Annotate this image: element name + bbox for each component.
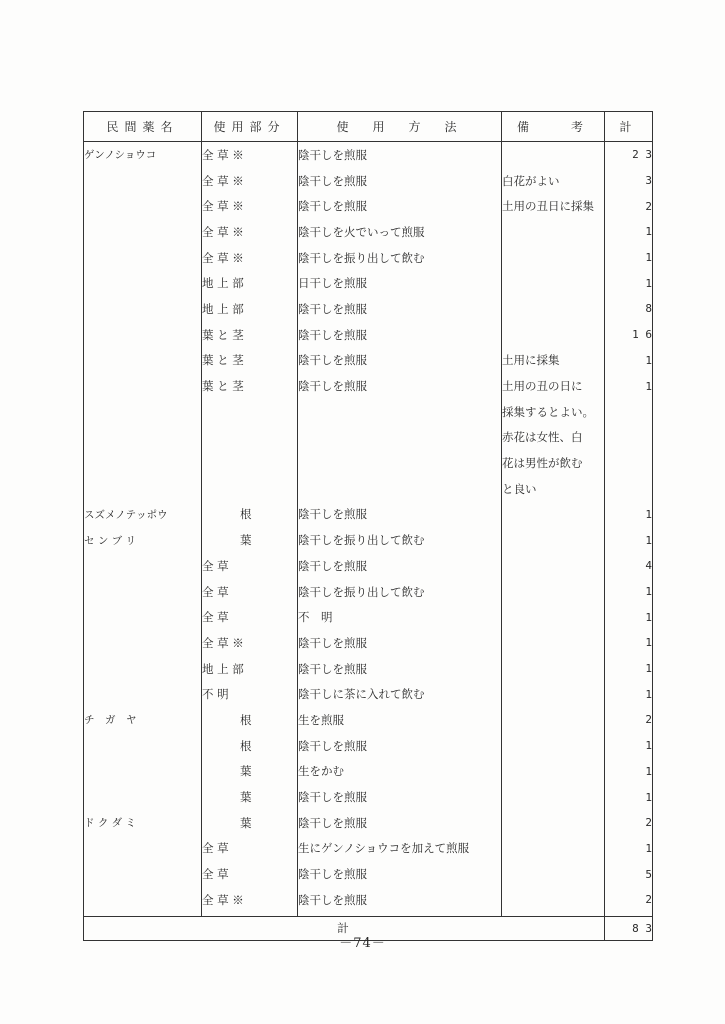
note-cell bbox=[502, 142, 605, 168]
header-note: 備 考 bbox=[502, 112, 605, 142]
part-cell bbox=[202, 399, 298, 425]
total-label: 計 bbox=[84, 916, 605, 940]
total-count: 8 3 bbox=[605, 916, 653, 940]
count-cell: 1 bbox=[605, 681, 653, 707]
count-cell: 4 bbox=[605, 553, 653, 579]
table-row bbox=[84, 887, 653, 913]
method-cell: 陰干しを煎服 bbox=[298, 861, 502, 887]
method-cell: 陰干しを煎服 bbox=[298, 733, 502, 759]
part-cell: 全 草 bbox=[202, 836, 298, 862]
medicine-cell bbox=[84, 861, 202, 887]
method-cell: 陰干しを煎服 bbox=[298, 322, 502, 348]
part-cell: 葉 bbox=[202, 810, 298, 836]
medicine-cell: ゲンノショウコ bbox=[84, 142, 202, 168]
note-cell bbox=[502, 527, 605, 553]
medicine-cell bbox=[84, 553, 202, 579]
table-row bbox=[84, 759, 653, 785]
medicine-cell bbox=[84, 168, 202, 194]
table-row bbox=[84, 861, 653, 887]
table-row bbox=[84, 810, 653, 836]
count-cell bbox=[605, 425, 653, 451]
note-cell bbox=[502, 245, 605, 271]
method-cell: 陰干しを煎服 bbox=[298, 373, 502, 399]
medicine-cell bbox=[84, 656, 202, 682]
note-cell: 赤花は女性、白 bbox=[502, 425, 605, 451]
part-cell: 根 bbox=[202, 502, 298, 528]
table-row bbox=[84, 142, 653, 168]
note-cell bbox=[502, 322, 605, 348]
medicine-cell bbox=[84, 681, 202, 707]
header-method: 使 用 方 法 bbox=[298, 112, 502, 142]
part-cell: 根 bbox=[202, 733, 298, 759]
method-cell: 陰干しを火でいって煎服 bbox=[298, 219, 502, 245]
count-cell: 2 3 bbox=[605, 142, 653, 168]
medicine-cell bbox=[84, 604, 202, 630]
method-cell: 陰干しを煎服 bbox=[298, 142, 502, 168]
part-cell bbox=[202, 425, 298, 451]
note-cell bbox=[502, 219, 605, 245]
part-cell: 葉 と 茎 bbox=[202, 322, 298, 348]
count-cell: 1 bbox=[605, 502, 653, 528]
table-header-row bbox=[84, 112, 653, 142]
table-row bbox=[84, 630, 653, 656]
medicine-cell bbox=[84, 630, 202, 656]
table-row bbox=[84, 348, 653, 374]
medicine-cell: ド ク ダ ミ bbox=[84, 810, 202, 836]
method-cell: 日干しを煎服 bbox=[298, 270, 502, 296]
table-row bbox=[84, 681, 653, 707]
part-cell bbox=[202, 450, 298, 476]
method-cell: 陰干しに茶に入れて飲む bbox=[298, 681, 502, 707]
part-cell: 全 草 ※ bbox=[202, 168, 298, 194]
medicine-cell bbox=[84, 296, 202, 322]
count-cell bbox=[605, 450, 653, 476]
note-cell bbox=[502, 270, 605, 296]
count-cell: 8 bbox=[605, 296, 653, 322]
method-cell: 陰干しを煎服 bbox=[298, 348, 502, 374]
count-cell: 1 bbox=[605, 219, 653, 245]
table-row bbox=[84, 784, 653, 810]
medicine-cell bbox=[84, 193, 202, 219]
medicine-cell bbox=[84, 219, 202, 245]
note-cell bbox=[502, 733, 605, 759]
medicine-cell bbox=[84, 836, 202, 862]
note-cell bbox=[502, 784, 605, 810]
note-cell bbox=[502, 604, 605, 630]
part-cell: 全 草 ※ bbox=[202, 630, 298, 656]
table-row bbox=[84, 579, 653, 605]
table-row bbox=[84, 836, 653, 862]
part-cell: 全 草 bbox=[202, 579, 298, 605]
part-cell: 全 草 ※ bbox=[202, 219, 298, 245]
medicine-cell bbox=[84, 476, 202, 502]
medicine-cell bbox=[84, 887, 202, 913]
method-cell: 生を煎服 bbox=[298, 707, 502, 733]
table-row bbox=[84, 322, 653, 348]
medicine-cell bbox=[84, 373, 202, 399]
method-cell: 陰干しを煎服 bbox=[298, 784, 502, 810]
note-cell bbox=[502, 887, 605, 913]
note-cell bbox=[502, 759, 605, 785]
count-cell: 1 bbox=[605, 836, 653, 862]
note-cell bbox=[502, 553, 605, 579]
method-cell: 陰干しを振り出して飲む bbox=[298, 579, 502, 605]
method-cell: 生にゲンノショウコを加えて煎服 bbox=[298, 836, 502, 862]
part-cell: 全 草 bbox=[202, 861, 298, 887]
page-number: －74－ bbox=[339, 936, 386, 951]
note-cell bbox=[502, 656, 605, 682]
note-cell: 土用の丑の日に bbox=[502, 373, 605, 399]
count-cell: 1 bbox=[605, 348, 653, 374]
method-cell bbox=[298, 450, 502, 476]
table-row bbox=[84, 476, 653, 502]
note-cell: 採集するとよい。 bbox=[502, 399, 605, 425]
count-cell: 1 bbox=[605, 245, 653, 271]
medicine-cell bbox=[84, 399, 202, 425]
note-cell bbox=[502, 861, 605, 887]
note-cell bbox=[502, 296, 605, 322]
part-cell: 地 上 部 bbox=[202, 270, 298, 296]
count-cell bbox=[605, 399, 653, 425]
table-row bbox=[84, 656, 653, 682]
count-cell: 2 bbox=[605, 887, 653, 913]
medicine-cell bbox=[84, 322, 202, 348]
part-cell: 葉 bbox=[202, 527, 298, 553]
medicine-cell bbox=[84, 245, 202, 271]
note-cell: 白花がよい bbox=[502, 168, 605, 194]
count-cell: 1 bbox=[605, 656, 653, 682]
count-cell: 1 bbox=[605, 604, 653, 630]
table-row bbox=[84, 425, 653, 451]
table-row bbox=[84, 502, 653, 528]
note-cell bbox=[502, 810, 605, 836]
method-cell: 陰干しを煎服 bbox=[298, 630, 502, 656]
table-body bbox=[84, 142, 653, 941]
count-cell: 1 bbox=[605, 579, 653, 605]
note-cell: 花は男性が飲む bbox=[502, 450, 605, 476]
method-cell: 陰干しを煎服 bbox=[298, 553, 502, 579]
note-cell: 土用の丑日に採集 bbox=[502, 193, 605, 219]
count-cell: 3 bbox=[605, 168, 653, 194]
part-cell: 地 上 部 bbox=[202, 296, 298, 322]
count-cell: 2 bbox=[605, 707, 653, 733]
table-row bbox=[84, 450, 653, 476]
part-cell: 根 bbox=[202, 707, 298, 733]
part-cell: 全 草 ※ bbox=[202, 887, 298, 913]
table-row bbox=[84, 707, 653, 733]
medicine-cell: スズメノテッポウ bbox=[84, 502, 202, 528]
method-cell: 陰干しを煎服 bbox=[298, 502, 502, 528]
folk-medicine-table bbox=[83, 111, 653, 941]
method-cell bbox=[298, 476, 502, 502]
table-row bbox=[84, 296, 653, 322]
method-cell bbox=[298, 425, 502, 451]
medicine-cell: セ ン ブ リ bbox=[84, 527, 202, 553]
medicine-cell bbox=[84, 733, 202, 759]
count-cell: 1 bbox=[605, 630, 653, 656]
part-cell: 葉 と 茎 bbox=[202, 348, 298, 374]
method-cell: 陰干しを煎服 bbox=[298, 168, 502, 194]
count-cell: 1 bbox=[605, 270, 653, 296]
table-row bbox=[84, 193, 653, 219]
method-cell: 陰干しを煎服 bbox=[298, 193, 502, 219]
note-cell bbox=[502, 707, 605, 733]
count-cell: 1 bbox=[605, 373, 653, 399]
note-cell bbox=[502, 579, 605, 605]
medicine-cell bbox=[84, 425, 202, 451]
table-row bbox=[84, 168, 653, 194]
note-cell bbox=[502, 502, 605, 528]
count-cell: 2 bbox=[605, 810, 653, 836]
part-cell: 全 草 ※ bbox=[202, 193, 298, 219]
note-cell bbox=[502, 681, 605, 707]
medicine-cell bbox=[84, 270, 202, 296]
table-row bbox=[84, 219, 653, 245]
table-row bbox=[84, 604, 653, 630]
part-cell bbox=[202, 476, 298, 502]
note-cell bbox=[502, 836, 605, 862]
medicine-cell bbox=[84, 759, 202, 785]
count-cell: 1 bbox=[605, 733, 653, 759]
count-cell: 1 bbox=[605, 759, 653, 785]
method-cell: 陰干しを振り出して飲む bbox=[298, 245, 502, 271]
count-cell bbox=[605, 476, 653, 502]
method-cell: 陰干しを煎服 bbox=[298, 810, 502, 836]
part-cell: 全 草 ※ bbox=[202, 142, 298, 168]
part-cell: 全 草 bbox=[202, 604, 298, 630]
count-cell: 1 bbox=[605, 527, 653, 553]
part-cell: 不 明 bbox=[202, 681, 298, 707]
part-cell: 葉 と 茎 bbox=[202, 373, 298, 399]
method-cell: 陰干しを煎服 bbox=[298, 656, 502, 682]
method-cell: 陰干しを煎服 bbox=[298, 296, 502, 322]
part-cell: 全 草 bbox=[202, 553, 298, 579]
header-medicine: 民間薬名 bbox=[84, 112, 202, 142]
count-cell: 1 6 bbox=[605, 322, 653, 348]
header-part: 使用部分 bbox=[202, 112, 298, 142]
table-row bbox=[84, 373, 653, 399]
part-cell: 全 草 ※ bbox=[202, 245, 298, 271]
count-cell: 5 bbox=[605, 861, 653, 887]
header-count: 計 bbox=[605, 112, 653, 142]
note-cell: と良い bbox=[502, 476, 605, 502]
part-cell: 葉 bbox=[202, 759, 298, 785]
note-cell: 土用に採集 bbox=[502, 348, 605, 374]
medicine-cell bbox=[84, 450, 202, 476]
method-cell: 生をかむ bbox=[298, 759, 502, 785]
table-row bbox=[84, 245, 653, 271]
method-cell: 陰干しを煎服 bbox=[298, 887, 502, 913]
medicine-cell bbox=[84, 579, 202, 605]
table-row bbox=[84, 399, 653, 425]
table-row bbox=[84, 527, 653, 553]
count-cell: 2 bbox=[605, 193, 653, 219]
method-cell bbox=[298, 399, 502, 425]
part-cell: 地 上 部 bbox=[202, 656, 298, 682]
medicine-cell bbox=[84, 784, 202, 810]
method-cell: 不 明 bbox=[298, 604, 502, 630]
part-cell: 葉 bbox=[202, 784, 298, 810]
table-row bbox=[84, 553, 653, 579]
medicine-cell bbox=[84, 348, 202, 374]
count-cell: 1 bbox=[605, 784, 653, 810]
method-cell: 陰干しを振り出して飲む bbox=[298, 527, 502, 553]
medicine-cell: チ ガ ヤ bbox=[84, 707, 202, 733]
table-row bbox=[84, 733, 653, 759]
table-row bbox=[84, 270, 653, 296]
note-cell bbox=[502, 630, 605, 656]
